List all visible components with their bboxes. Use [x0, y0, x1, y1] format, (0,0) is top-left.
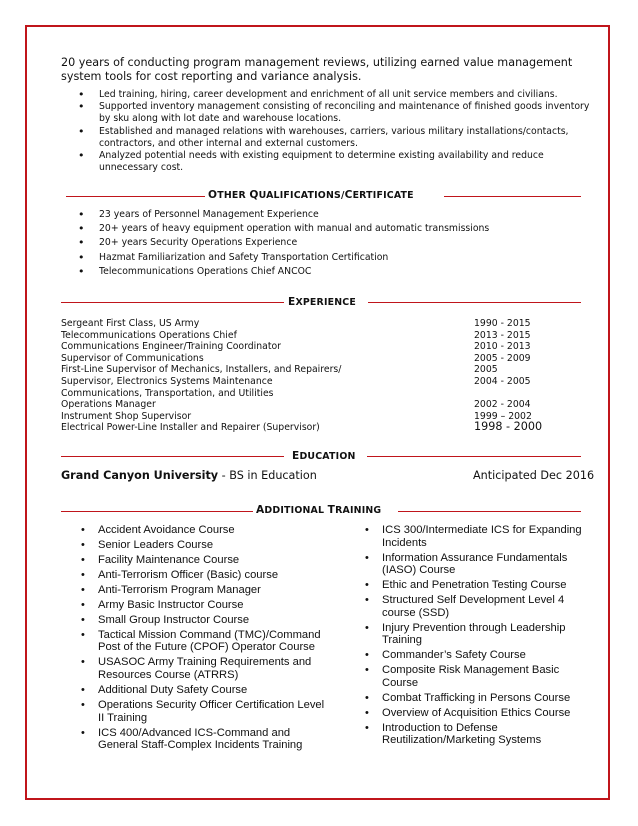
table-row: Communications Engineer/Training Coordinator 2010 - 2013 — [61, 341, 531, 353]
list-item: • Overview of Acquisition Ethics Course — [362, 707, 592, 720]
list-item: • Commander’s Safety Course — [362, 649, 592, 662]
section-rule-left — [61, 456, 284, 457]
section-rule-left — [66, 196, 205, 197]
table-row: Telecommunications Operations Chief 2013 - 2015 — [61, 329, 531, 341]
table-row: Sergeant First Class, US Army 1990 - 2015 — [61, 318, 531, 329]
section-rule-right — [398, 511, 581, 512]
list-item: • Hazmat Familiarization and Safety Transportation Certification — [61, 251, 591, 265]
list-item: • Information Assurance Fundamentals (IASO) Course — [362, 552, 592, 577]
list-item: • Structured Self Development Level 4 course (SSD) — [362, 594, 592, 619]
list-item: • Facility Maintenance Course — [78, 554, 333, 567]
list-item: • Led training, hiring, career development and enrichment of all unit service members and civilians. — [61, 89, 591, 101]
list-item: • 20+ years Security Operations Experience — [61, 236, 591, 250]
list-item: • Tactical Mission Command (TMC)/Command Post of the Future (CPOF) Operator Course — [78, 629, 333, 654]
list-item: • Supported inventory management consisting of reconciling and maintenance of finished goods inventory by sku along with lot date and warehouse locations. — [61, 101, 591, 125]
education-date: Anticipated Dec 2016 — [473, 469, 595, 482]
table-row: Supervisor of Communications 2005 - 2009 — [61, 352, 531, 364]
section-rule-right — [368, 302, 581, 303]
list-item: • Combat Trafficking in Persons Course — [362, 692, 592, 705]
section-rule-right — [367, 456, 581, 457]
table-row: Electrical Power-Line Installer and Repairer (Supervisor) 1998 - 2000 — [61, 420, 543, 434]
list-item: • 20+ years of heavy equipment operation with manual and automatic transmissions — [61, 222, 591, 236]
list-item: • ICS 400/Advanced ICS-Command and General Staff-Complex Incidents Training — [78, 727, 333, 752]
training-list-right — [362, 524, 592, 749]
list-item: • Small Group Instructor Course — [78, 614, 333, 627]
list-item: • USASOC Army Training Requirements and Resources Course (ATRRS) — [78, 656, 333, 681]
table-row: Operations Manager 2002 - 2004 — [61, 399, 531, 411]
summary-intro: 20 years of conducting program management reviews, utilizing earned value management system tools for cost reporting and variance analysis. — [61, 56, 573, 83]
summary-bullets — [61, 89, 591, 174]
list-item: • Ethic and Penetration Testing Course — [362, 579, 592, 592]
list-item: • Army Basic Instructor Course — [78, 599, 333, 612]
table-row: First-Line Supervisor of Mechanics, Installers, and Repairers/ 2005 — [61, 364, 498, 376]
list-item: • Operations Security Officer Certification Level II Training — [78, 699, 333, 724]
section-heading-qualifications: OTHER QUALIFICATIONS/CERTIFICATE — [208, 189, 414, 201]
list-item: • Accident Avoidance Course — [78, 524, 333, 537]
list-item: • Anti-Terrorism Program Manager — [78, 584, 333, 597]
list-item: • ICS 300/Intermediate ICS for Expanding Incidents — [362, 524, 592, 549]
education-school: Grand Canyon University - BS in Education — [61, 469, 317, 482]
table-row: Supervisor, Electronics Systems Maintenance 2004 - 2005 — [61, 375, 531, 387]
qualifications-list — [61, 208, 591, 279]
list-item: • Senior Leaders Course — [78, 539, 333, 552]
section-rule-left — [61, 302, 284, 303]
list-item: • Telecommunications Operations Chief ANCOC — [61, 265, 591, 279]
list-item: • Introduction to Defense Reutilization/Marketing Systems — [362, 722, 592, 747]
table-row: Instrument Shop Supervisor 1999 – 2002 — [61, 410, 532, 422]
section-rule-right — [444, 196, 581, 197]
table-row: Communications, Transportation, and Utilities — [61, 387, 274, 399]
training-list-left — [78, 524, 333, 754]
list-item: • Injury Prevention through Leadership Training — [362, 622, 592, 647]
section-heading-training: ADDITIONAL TRAINING — [256, 504, 382, 516]
section-heading-experience: EXPERIENCE — [288, 296, 356, 308]
experience-table — [61, 318, 561, 434]
list-item: • Established and managed relations with warehouses, carriers, various military installations/contacts, contractors, and other internal and external customers. — [61, 126, 591, 150]
section-rule-left — [61, 511, 253, 512]
list-item: • 23 years of Personnel Management Experience — [61, 208, 591, 222]
list-item: • Analyzed potential needs with existing equipment to determine existing availability and reduce unnecessary cost. — [61, 150, 591, 174]
list-item: • Additional Duty Safety Course — [78, 684, 333, 697]
list-item: • Anti-Terrorism Officer (Basic) course — [78, 569, 333, 582]
section-heading-education: EDUCATION — [292, 450, 356, 462]
list-item: • Composite Risk Management Basic Course — [362, 664, 592, 689]
